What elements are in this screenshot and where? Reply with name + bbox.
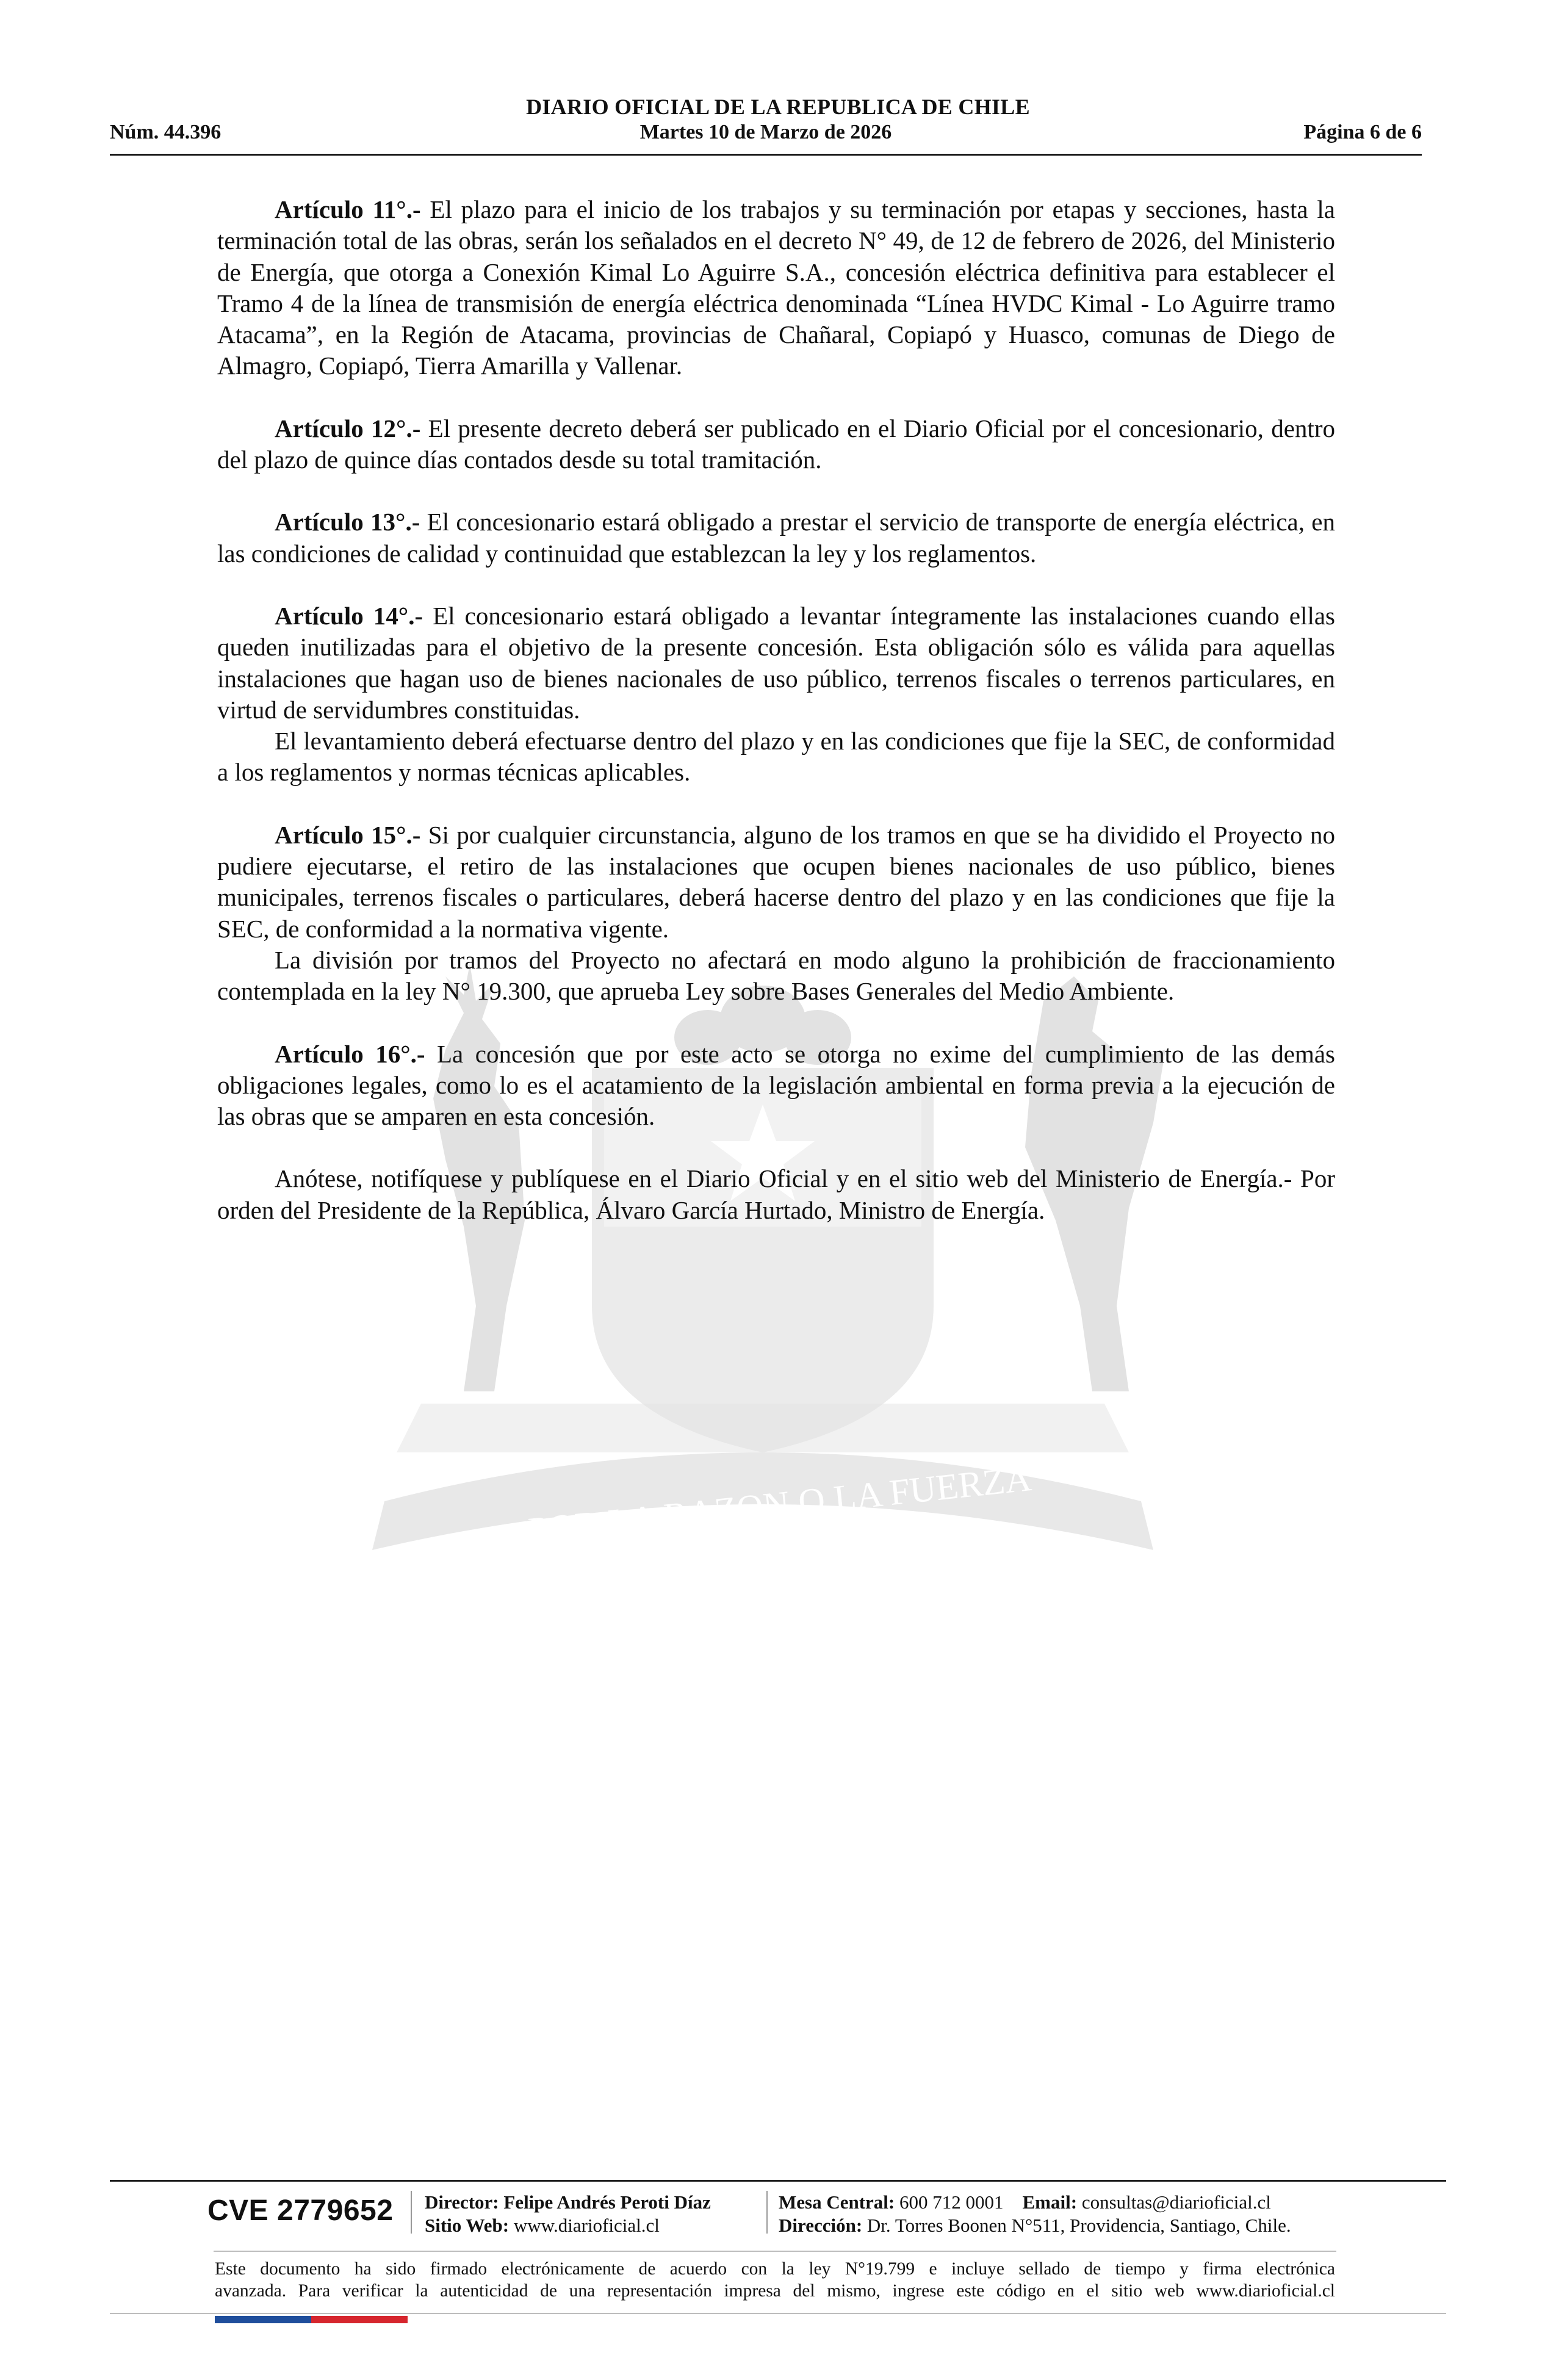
article-label: Artículo 15°.- [275,820,421,849]
article-16 [217,1039,1335,1133]
article-label: Artículo 13°.- [275,508,420,536]
newspaper-title: DIARIO OFICIAL DE LA REPUBLICA DE CHILE [526,95,1030,119]
article-text: El presente decreto deberá ser publicado en el Diario Oficial por el concesionario, dentro del plazo de quince días contados desde su total tramitación. [217,414,1335,474]
article-label: Artículo 16°.- [275,1039,425,1068]
article-label: Artículo 11°.- [275,195,421,223]
address-text: Dr. Torres Boonen N°511, Providencia, Santiago, Chile. [866,2215,1291,2236]
footer-divider-top [110,2180,1446,2182]
phone-label: Mesa Central: [779,2191,895,2213]
website-label: Sitio Web: [425,2215,510,2236]
issue-date: Martes 10 de Marzo de 2026 [639,121,892,143]
footer-divider-bottom [110,2313,1446,2314]
email-link[interactable]: consultas@diarioficial.cl [1081,2191,1271,2213]
director-label: Director: [425,2191,499,2213]
footer-director-block [425,2191,711,2237]
footer-separator [411,2191,412,2234]
footer-contact-block [779,2191,1291,2237]
article-14-paragraph-2: El levantamiento deberá efectuarse dentro del plazo y en las condiciones que fije la SEC, de conformidad a los reglamentos y normas técnicas aplicables. [217,727,1335,787]
header-divider [110,154,1422,156]
address-label: Dirección: [779,2215,863,2236]
article-13 [217,507,1335,569]
article-11 [217,194,1335,382]
article-text: El concesionario estará obligado a levantar íntegramente las instalaciones cuando ellas queden inutilizadas para el objetivo de la presente concesión. Esta obligación sólo es válida para aquellas instalaciones que hagan uso de bienes nacionales de uso público, terrenos fiscales o terrenos particulares, en virtud de servidumbres constituidas. [217,601,1335,724]
page-number: Página 6 de 6 [1303,121,1422,143]
email-label: Email: [1022,2191,1078,2213]
footer-separator [766,2191,768,2234]
signature-notice [215,2258,1335,2302]
flag-stripe-blue [215,2316,311,2323]
article-14 [217,600,1335,726]
document-body [217,194,1335,1226]
article-text: El concesionario estará obligado a prestar el servicio de transporte de energía eléctrica, en las condiciones de calidad y continuidad que establezcan la ley y los reglamentos. [217,508,1335,568]
footer-divider-middle [214,2251,1336,2252]
article-label: Artículo 14°.- [275,601,423,630]
article-15-paragraph-2: La división por tramos del Proyecto no afectará en modo alguno la prohibición de fraccionamiento contemplada en la ley N° 19.300, que aprueba Ley sobre Bases Generales del Medio Ambiente. [217,945,1335,1006]
article-text: La concesión que por este acto se otorga no exime del cumplimiento de las demás obligaciones legales, como lo es el acatamiento de la legislación ambiental en forma previa a la ejecución de las obras que se amparen en esta concesión. [217,1039,1335,1131]
website-link[interactable]: www.diarioficial.cl [513,2215,660,2236]
article-label: Artículo 12°.- [275,414,421,442]
watermark-motto: POR LA RAZON O LA FUERZA [526,1457,1034,1551]
signature-notice-line: avanzada. Para verificar la autenticidad de una representación impresa del mismo, ingrese este código en el sitio web www.diarioficial.cl [215,2281,1335,2301]
article-text: Si por cualquier circunstancia, alguno de los tramos en que se ha dividido el Proyecto no pudiere ejecutarse, el retiro de las instalaciones que ocupen bienes nacionales de uso público, bienes municipales, terrenos fiscales o particulares, deberá hacerse dentro del plazo y en las condiciones que fije la SEC, de conformidad a la normativa vigente. [217,820,1335,943]
signature-notice-line: Este documento ha sido firmado electrónicamente de acuerdo con la ley N°19.799 e incluye sellado de tiempo y firma electrónica [215,2259,1335,2279]
article-15 [217,820,1335,945]
article-text: El plazo para el inicio de los trabajos y su terminación por etapas y secciones, hasta la terminación total de las obras, serán los señalados en el decreto N° 49, de 12 de febrero de 2026, del Ministerio de Energía, que otorga a Conexión Kimal Lo Aguirre S.A., concesión eléctrica definitiva para establecer el Tramo 4 de la línea de transmisión de energía eléctrica denominada “Línea HVDC Kimal - Lo Aguirre tramo Atacama”, en la Región de Atacama, provincias de Chañaral, Copiapó y Huasco, comunas de Diego de Almagro, Copiapó, Tierra Amarilla y Vallenar. [217,195,1335,380]
issue-number: Núm. 44.396 [110,121,222,143]
closing-paragraph: Anótese, notifíquese y publíquese en el Diario Oficial y en el sitio web del Ministerio de Energía.- Por orden del Presidente de la República, Álvaro García Hurtado, Ministro de Energía. [217,1164,1335,1224]
phone-number: 600 712 0001 [899,2191,1004,2213]
flag-stripe-red [311,2316,408,2323]
director-name: Felipe Andrés Peroti Díaz [503,2191,711,2213]
article-12 [217,413,1335,476]
cve-code: CVE 2779652 [207,2194,394,2227]
